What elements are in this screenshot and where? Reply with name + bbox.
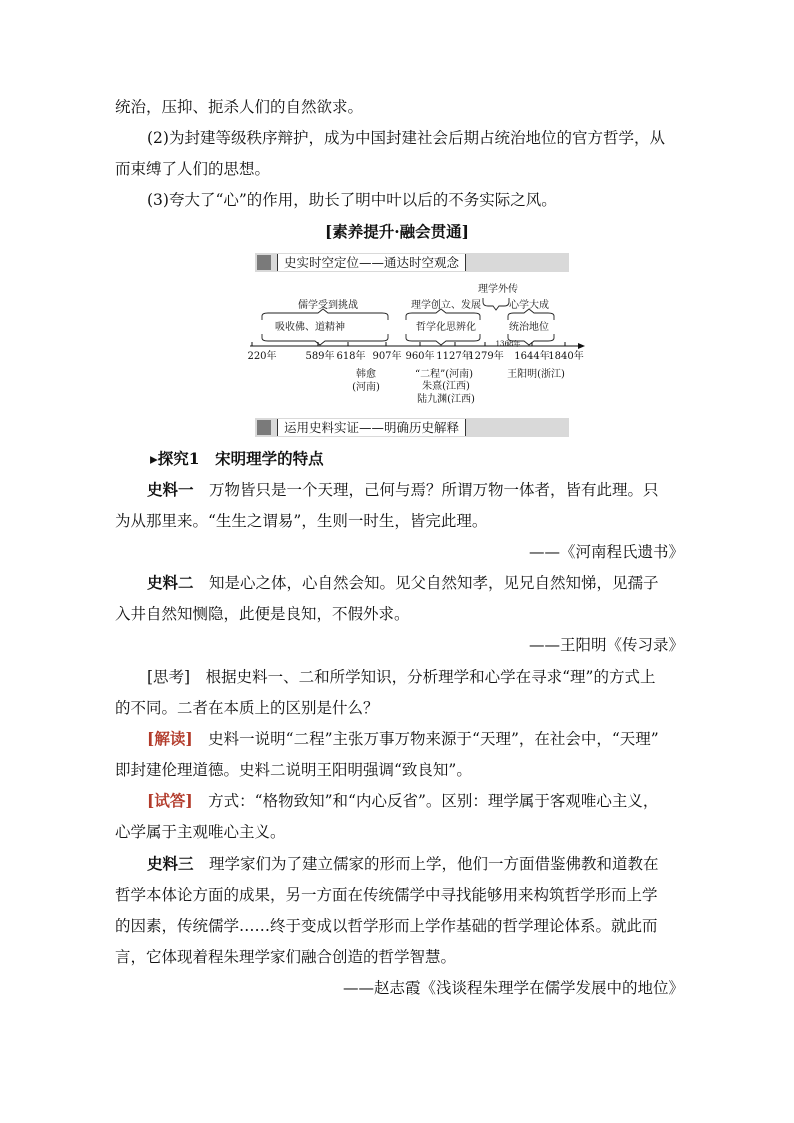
banner-title: 运用史料实证——明确历史解释 <box>277 419 466 436</box>
interpret-line2: 即封建伦理道德。史料二说明王阳明强调“致良知”。 <box>115 761 472 779</box>
tick-1368: 1368年 <box>495 340 521 348</box>
brace-spread <box>483 298 509 310</box>
tick-618: 618年 <box>336 351 366 362</box>
person-lujiuyuan: 陆九渊(江西) <box>417 394 475 405</box>
person-ercheng: “二程”(河南) <box>414 369 474 380</box>
text-line: 而束缚了人们的思想。 <box>115 160 271 178</box>
source3-line3: 的因素，传统儒学……终于变成以哲学形而上学作基础的哲学理论体系。就此而 <box>115 917 658 935</box>
text-line: (3)夸大了“心”的作用，助长了明中叶以后的不务实际之风。 <box>147 191 557 209</box>
source2-line2: 入井自然知恻隐，此便是良知，不假外求。 <box>115 605 410 623</box>
answer-line2: 心学属于主观唯心主义。 <box>115 823 286 841</box>
source1-citation: ——《河南程氏遗书》 <box>528 543 684 561</box>
interpret-line1 <box>147 729 717 749</box>
person-hanyu: 韩愈 <box>356 369 376 380</box>
source1-label: 史料一 <box>147 480 194 499</box>
brace-absorb <box>262 334 388 345</box>
answer-text: 方式：“格物致知”和“内心反省”。区别：理学属于客观唯心主义， <box>192 792 659 810</box>
timeline-label: 心学大成 <box>509 300 549 311</box>
person-zhuxi: 朱熹(江西) <box>422 381 470 392</box>
timeline-label: 理学外传 <box>478 284 518 295</box>
think-tag: [思考] <box>147 668 191 686</box>
source1-line2: 为从那里来。“生生之谓易”，生则一时生，皆完此理。 <box>115 512 488 530</box>
tick-589: 589年 <box>305 351 335 362</box>
interpret-tag: [解读] <box>147 729 193 748</box>
tick-220: 220年 <box>247 351 277 362</box>
source2-label: 史料二 <box>147 573 194 592</box>
section-title: [素养提升·融会贯通] <box>324 222 470 241</box>
timeline-arrow <box>578 343 585 349</box>
think-line1 <box>147 667 717 687</box>
tick-1279: 1279年 <box>468 351 504 362</box>
timeline-label: 儒学受到挑战 <box>298 300 358 311</box>
source2-citation: ——王阳明《传习录》 <box>528 636 684 654</box>
timeline-diagram <box>240 276 590 408</box>
think-text: 根据史料一、二和所学知识，分析理学和心学在寻求“理”的方式上 <box>190 668 656 686</box>
source3-line1 <box>147 854 717 874</box>
timeline-label: 吸收佛、道精神 <box>275 322 345 333</box>
tick-1840: 1840年 <box>548 351 584 362</box>
banner-square-icon <box>257 255 271 270</box>
source2-text: 知是心之体，心自然会知。见父自然知孝，见兄自然知悌，见孺子 <box>193 574 659 592</box>
source1-text: 万物皆只是一个天理，己何与焉？所谓万物一体者，皆有此理。只 <box>193 481 659 499</box>
timeline-label: 哲学化思辨化 <box>416 322 476 333</box>
banner-title: 史实时空定位——通达时空观念 <box>277 254 466 271</box>
person-hanyu-place: (河南) <box>352 382 380 393</box>
brace-philos <box>406 334 480 345</box>
banner-evidence <box>255 418 569 437</box>
tick-907: 907年 <box>372 351 402 362</box>
text-line: 统治，压抑、扼杀人们的自然欲求。 <box>115 98 364 116</box>
tick-1644: 1644年 <box>514 351 550 362</box>
interpret-text: 史料一说明“二程”主张万事万物来源于“天理”，在社会中，“天理” <box>192 730 659 748</box>
banner-square-icon <box>257 420 271 435</box>
source1-line1 <box>147 480 717 500</box>
think-line2: 的不同。二者在本质上的区别是什么？ <box>115 699 379 717</box>
person-wangyangming: 王阳明(浙江) <box>507 369 565 380</box>
timeline-label: 统治地位 <box>509 322 549 333</box>
explore-heading: ▸探究1 宋明理学的特点 <box>150 449 324 468</box>
source3-label: 史料三 <box>147 854 194 873</box>
answer-tag: [试答] <box>147 791 193 810</box>
timeline-label: 理学创立、发展 <box>411 300 481 311</box>
banner-spacetime <box>255 253 569 272</box>
source3-citation: ——赵志霞《浅谈程朱理学在儒学发展中的地位》 <box>342 979 684 997</box>
source3-line4: 言，它体现着程朱理学家们融合创造的哲学智慧。 <box>115 948 457 966</box>
tick-1127: 1127年 <box>436 351 472 362</box>
text-line: (2)为封建等级秩序辩护，成为中国封建社会后期占统治地位的官方哲学，从 <box>147 129 665 147</box>
source3-text: 理学家们为了建立儒家的形而上学，他们一方面借鉴佛教和道教在 <box>193 855 659 873</box>
answer-line1 <box>147 791 717 811</box>
brace-challenge <box>262 309 388 320</box>
source3-line2: 哲学本体论方面的成果，另一方面在传统儒学中寻找能够用来构筑哲学形而上学 <box>115 886 658 904</box>
source2-line1 <box>147 573 717 593</box>
tick-960: 960年 <box>405 351 435 362</box>
